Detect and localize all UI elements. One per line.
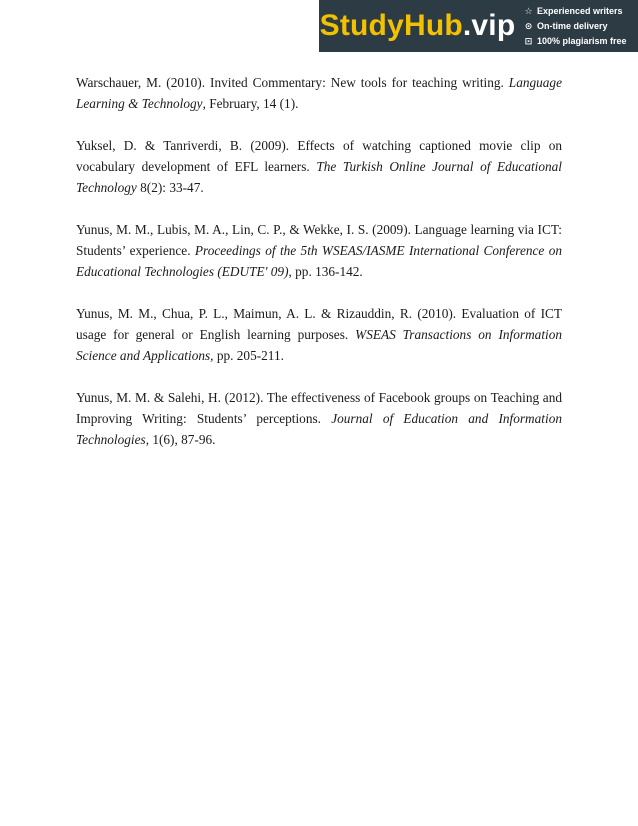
feature-label: 100% plagiarism free — [537, 36, 627, 46]
feature-item — [524, 21, 638, 32]
brand-logo[interactable] — [319, 0, 516, 52]
reference-entry — [76, 387, 562, 450]
feature-label: Experienced writers — [537, 6, 623, 16]
reference-source: Proceedings of the 5th WSEAS/IASME International Conference on Educational Technologies (EDUTE' 09) — [76, 243, 563, 279]
reference-source: Language Learning & Technology — [76, 75, 562, 111]
reference-source: Journal of Education and Information Technologies — [76, 411, 562, 447]
reference-entry — [76, 135, 562, 198]
star-icon: ☆ — [524, 5, 533, 16]
brand-domain: .vip — [462, 9, 516, 42]
reference-details: pp. 205-211. — [213, 348, 284, 363]
reference-authors-title: Yunus, M. M., Lubis, M. A., Lin, C. P., & Wekke, I. S. (2009). Language learning via ICT: Students’ experience. — [76, 222, 562, 258]
feature-list — [516, 0, 638, 52]
reference-details: 8(2): 33-47. — [136, 180, 204, 195]
feature-item — [524, 6, 638, 17]
shield-check-icon: ⊡ — [524, 35, 533, 46]
reference-list — [76, 72, 562, 471]
reference-entry — [76, 72, 562, 114]
reference-authors-title: Yunus, M. M., Chua, P. L., Maimun, A. L. & Rizauddin, R. (2010). Evaluation of ICT usage for general or English learning purposes. — [76, 306, 562, 342]
reference-authors-title: Warschauer, M. (2010). Invited Commentary: New tools for teaching writing. — [76, 75, 509, 90]
studyhub-banner[interactable] — [319, 0, 638, 52]
reference-details: , 1(6), 87-96. — [145, 432, 216, 447]
clock-icon: ⊙ — [524, 20, 533, 31]
feature-item — [524, 36, 638, 47]
reference-entry — [76, 219, 562, 282]
brand-name: StudyHub — [319, 9, 463, 42]
reference-authors-title: Yunus, M. M. & Salehi, H. (2012). The effectiveness of Facebook groups on Teaching and Improving Writing: Students’ perceptions. — [76, 390, 562, 426]
reference-details: , February, 14 (1). — [202, 96, 299, 111]
reference-details: , pp. 136-142. — [288, 264, 363, 279]
reference-entry — [76, 303, 562, 366]
reference-source: WSEAS Transactions on Information Science and Applications, — [76, 327, 563, 363]
reference-source: The Turkish Online Journal of Educational Technology — [76, 159, 562, 195]
feature-label: On-time delivery — [537, 21, 608, 31]
reference-authors-title: Yuksel, D. & Tanriverdi, B. (2009). Effects of watching captioned movie clip on vocabulary development of EFL learners. — [76, 138, 562, 174]
